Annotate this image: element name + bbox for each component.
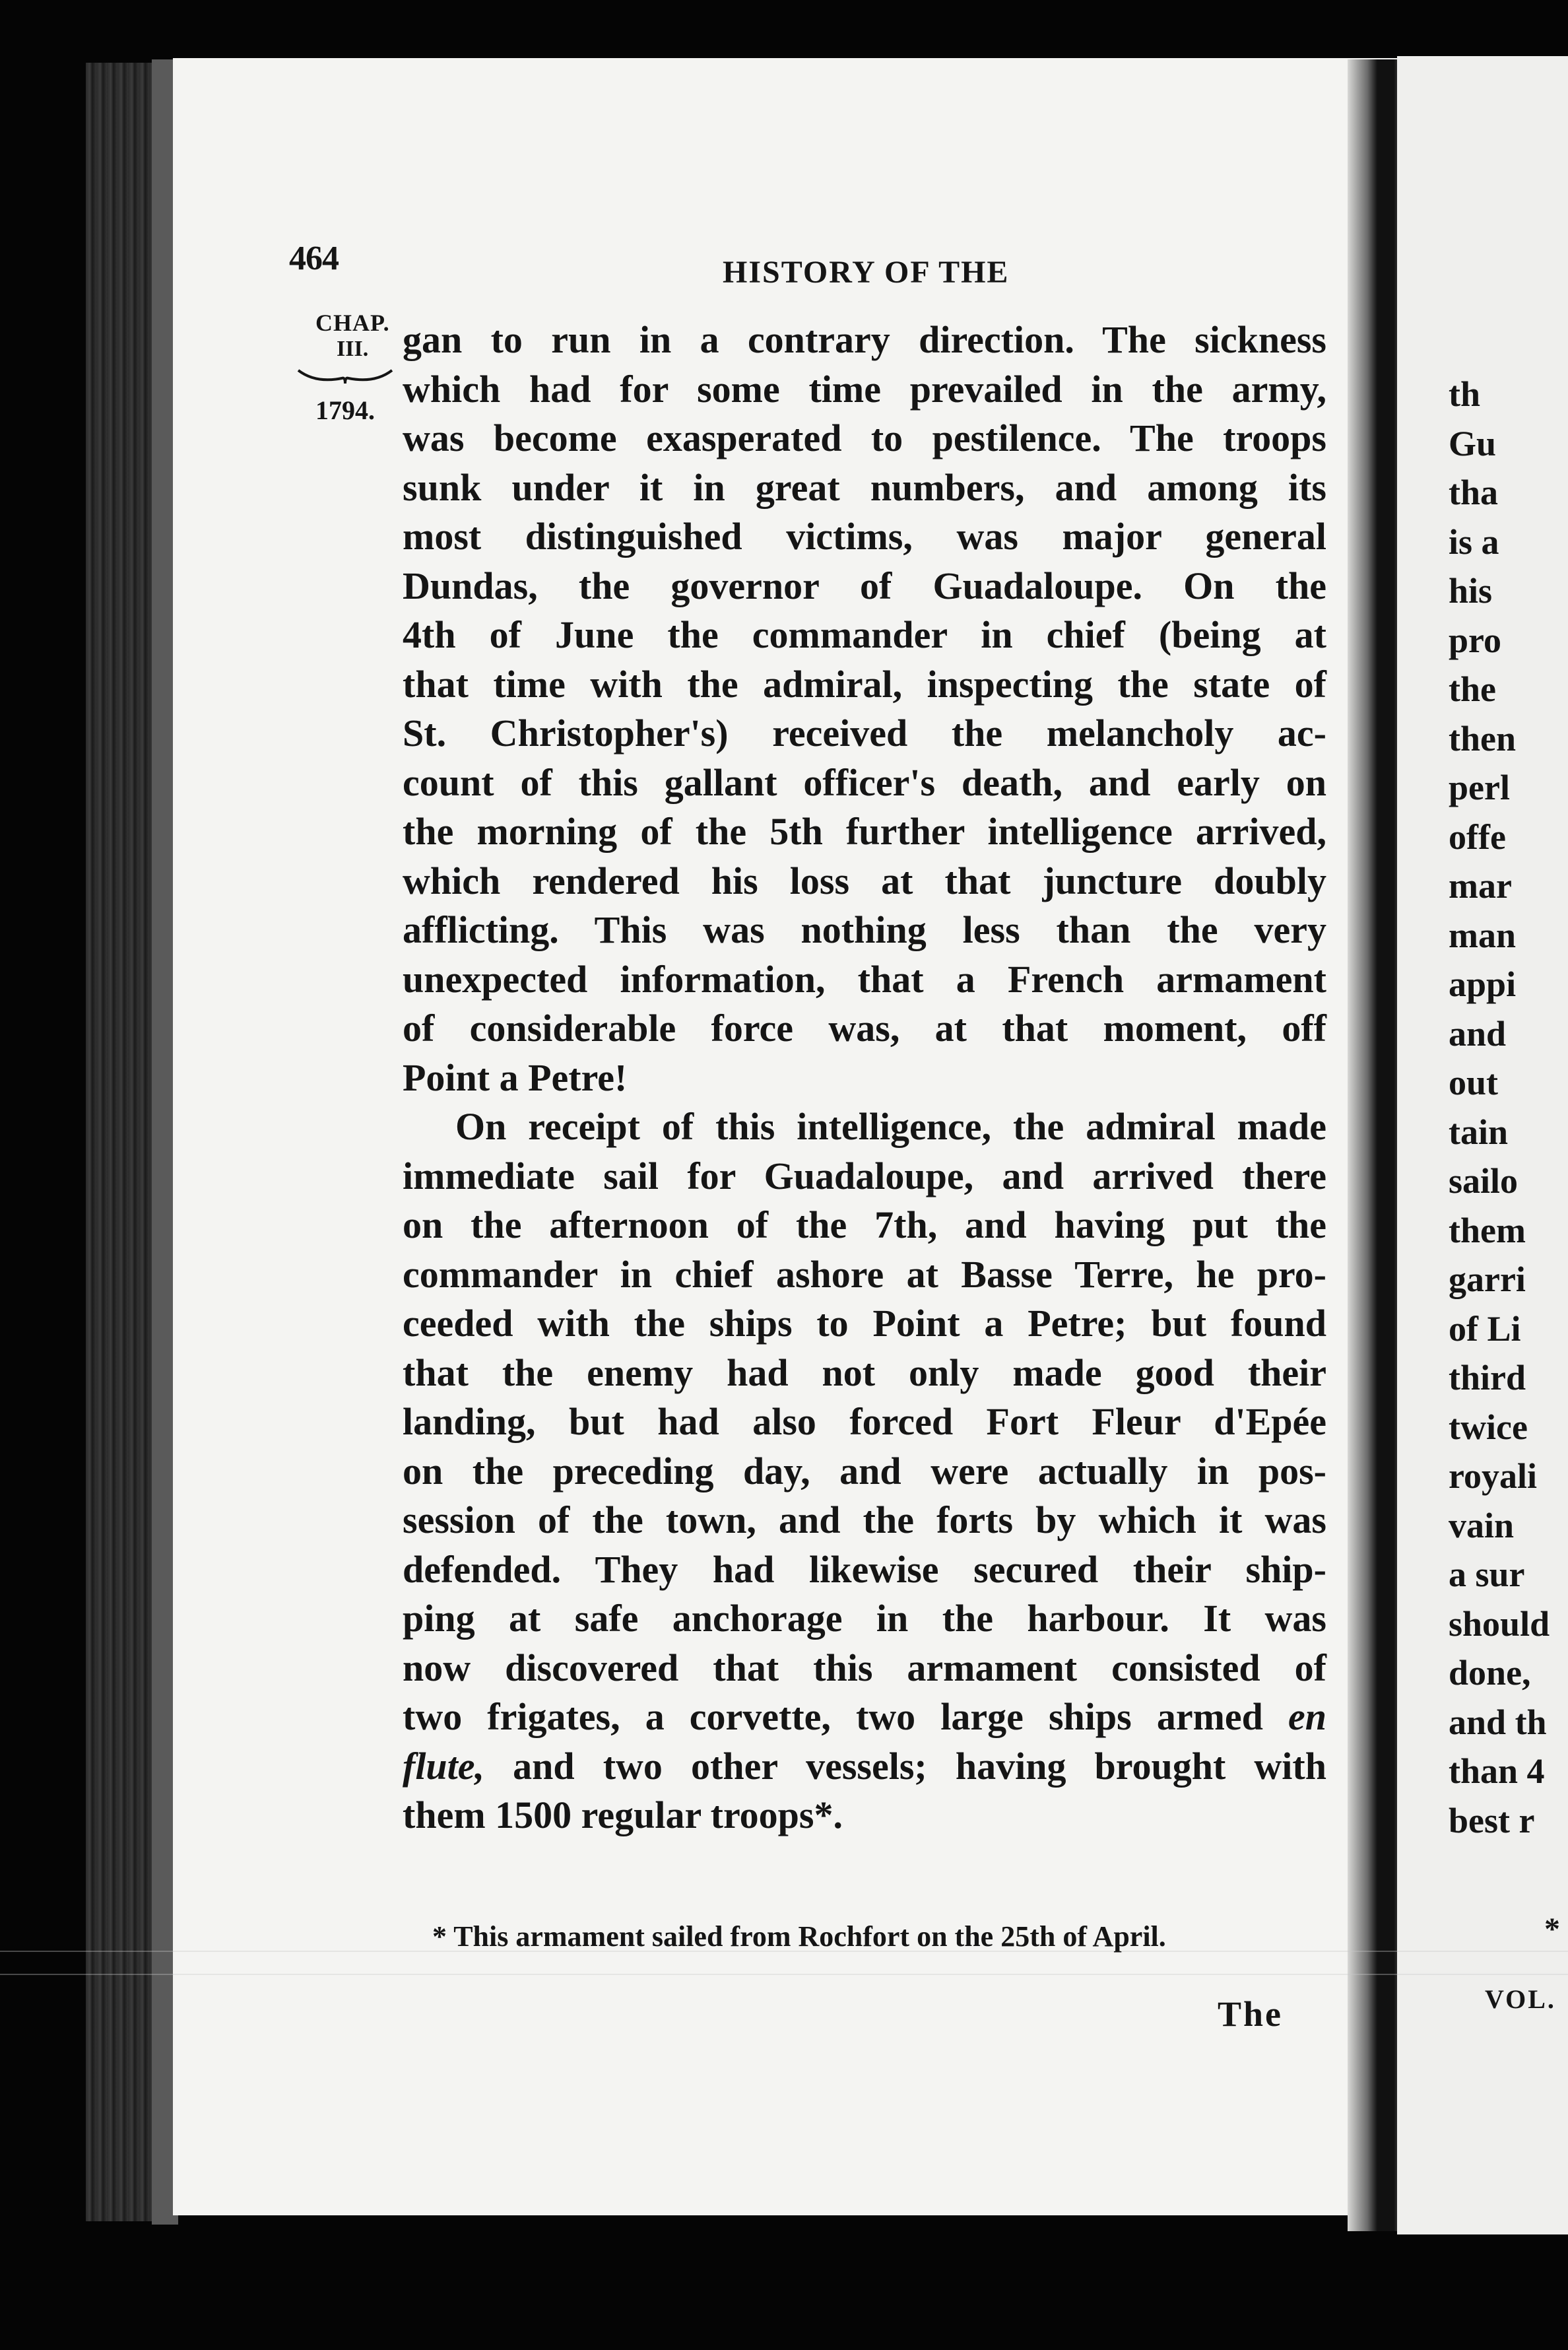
text-line: immediate sail for Guadaloupe, and arrived there bbox=[403, 1154, 1326, 1197]
facing-line: pro bbox=[1449, 620, 1502, 660]
margin-chapter-label: CHAP. bbox=[315, 310, 390, 336]
text-line: commander in chief ashore at Basse Terre, he pro- bbox=[403, 1252, 1326, 1296]
text-line: that time with the admiral, inspecting the state of bbox=[403, 662, 1326, 706]
facing-line: offe bbox=[1449, 817, 1506, 857]
facing-line: sailo bbox=[1449, 1161, 1519, 1201]
catchword: The bbox=[1218, 1994, 1284, 2034]
facing-footnote-star: * bbox=[1544, 1912, 1560, 1947]
facing-line: twice bbox=[1449, 1407, 1528, 1447]
facing-line: a sur bbox=[1449, 1555, 1525, 1594]
text-fragment: and two other vessels; having brought with bbox=[484, 1744, 1326, 1788]
facing-line: tain bbox=[1449, 1112, 1509, 1152]
text-line: gan to run in a contrary direction. The sickness bbox=[403, 318, 1326, 361]
text-line: them 1500 regular troops*. bbox=[403, 1794, 843, 1836]
facing-page-text bbox=[1449, 370, 1550, 1845]
text-line: afflicting. This was nothing less than the very bbox=[403, 908, 1326, 951]
page-gutter bbox=[1348, 59, 1397, 2231]
facing-line: th bbox=[1449, 374, 1481, 414]
text-line: Dundas, the governor of Guadaloupe. On the bbox=[403, 564, 1326, 607]
text-line: which rendered his loss at that juncture doubly bbox=[403, 859, 1326, 902]
text-line: defended. They had likewise secured their ship- bbox=[403, 1547, 1326, 1591]
text-line: which had for some time prevailed in the army, bbox=[403, 367, 1326, 411]
facing-line: them bbox=[1449, 1210, 1526, 1250]
running-head: HISTORY OF THE bbox=[723, 255, 1010, 290]
text-fragment: two frigates, a corvette, two large ships armed bbox=[403, 1695, 1263, 1738]
facing-line: mar bbox=[1449, 866, 1512, 906]
facing-line: third bbox=[1449, 1358, 1526, 1397]
facing-line: is a bbox=[1449, 521, 1499, 562]
body-text bbox=[403, 316, 1326, 1840]
text-line: sunk under it in great numbers, and among its bbox=[403, 465, 1326, 509]
text-line: most distinguished victims, was major general bbox=[403, 515, 1326, 558]
facing-line: royali bbox=[1449, 1456, 1537, 1496]
text-line: was become exasperated to pestilence. The troops bbox=[403, 417, 1326, 459]
text-line: on the preceding day, and were actually in pos- bbox=[403, 1449, 1326, 1493]
italic-word: en bbox=[1288, 1695, 1327, 1738]
facing-line: garri bbox=[1449, 1259, 1526, 1299]
facing-line: appi bbox=[1449, 964, 1517, 1004]
text-line bbox=[403, 1742, 1326, 1792]
text-line: unexpected information, that a French armament bbox=[403, 957, 1326, 1001]
text-line: on the afternoon of the 7th, and having put the bbox=[403, 1203, 1326, 1246]
italic-word: flute, bbox=[403, 1744, 485, 1788]
text-line bbox=[403, 1693, 1326, 1742]
facing-line: out bbox=[1449, 1063, 1499, 1102]
facing-signature: VOL. bbox=[1485, 1984, 1556, 2014]
facing-line: done, bbox=[1449, 1653, 1531, 1693]
facing-line: man bbox=[1449, 915, 1517, 955]
text-line: of considerable force was, at that moment, off bbox=[403, 1007, 1326, 1050]
page-number: 464 bbox=[289, 240, 339, 277]
text-line: count of this gallant officer's death, and early on bbox=[403, 760, 1326, 804]
facing-line: tha bbox=[1449, 473, 1499, 512]
facing-line: of Li bbox=[1449, 1308, 1521, 1349]
text-line: session of the town, and the forts by which it was bbox=[403, 1498, 1326, 1541]
text-line: now discovered that this armament consisted of bbox=[403, 1646, 1326, 1689]
facing-line: and th bbox=[1449, 1702, 1547, 1742]
scan-artifact-line bbox=[0, 1974, 1568, 1975]
facing-line: than 4 bbox=[1449, 1751, 1545, 1791]
facing-line: perl bbox=[1449, 768, 1510, 807]
text-line: that the enemy had not only made good their bbox=[403, 1351, 1326, 1394]
facing-line: should bbox=[1449, 1603, 1550, 1644]
footnote: * This armament sailed from Rochfort on the 25th of April. bbox=[432, 1920, 1166, 1953]
text-line: ceeded with the ships to Point a Petre; but found bbox=[403, 1302, 1326, 1345]
text-line: ping at safe anchorage in the harbour. It was bbox=[403, 1597, 1326, 1640]
facing-line: best r bbox=[1449, 1800, 1535, 1840]
text-line: Point a Petre! bbox=[403, 1056, 628, 1099]
margin-year: 1794. bbox=[315, 395, 375, 425]
facing-line: Gu bbox=[1449, 423, 1497, 463]
text-line: On receipt of this intelligence, the admiral made bbox=[455, 1105, 1326, 1148]
text-line: St. Christopher's) received the melancholy ac- bbox=[403, 712, 1326, 755]
facing-line: his bbox=[1449, 571, 1493, 611]
text-line: landing, but had also forced Fort Fleur d'Epée bbox=[403, 1400, 1326, 1443]
facing-line: and bbox=[1449, 1013, 1507, 1054]
text-line: the morning of the 5th further intelligence arrived, bbox=[403, 810, 1326, 853]
margin-brace-ornament bbox=[296, 366, 395, 386]
text-line: 4th of June the commander in chief (being at bbox=[403, 613, 1326, 656]
facing-line: vain bbox=[1449, 1505, 1515, 1545]
facing-line: then bbox=[1449, 718, 1517, 758]
margin-chapter-number: III. bbox=[337, 337, 369, 361]
facing-line: the bbox=[1449, 669, 1496, 709]
